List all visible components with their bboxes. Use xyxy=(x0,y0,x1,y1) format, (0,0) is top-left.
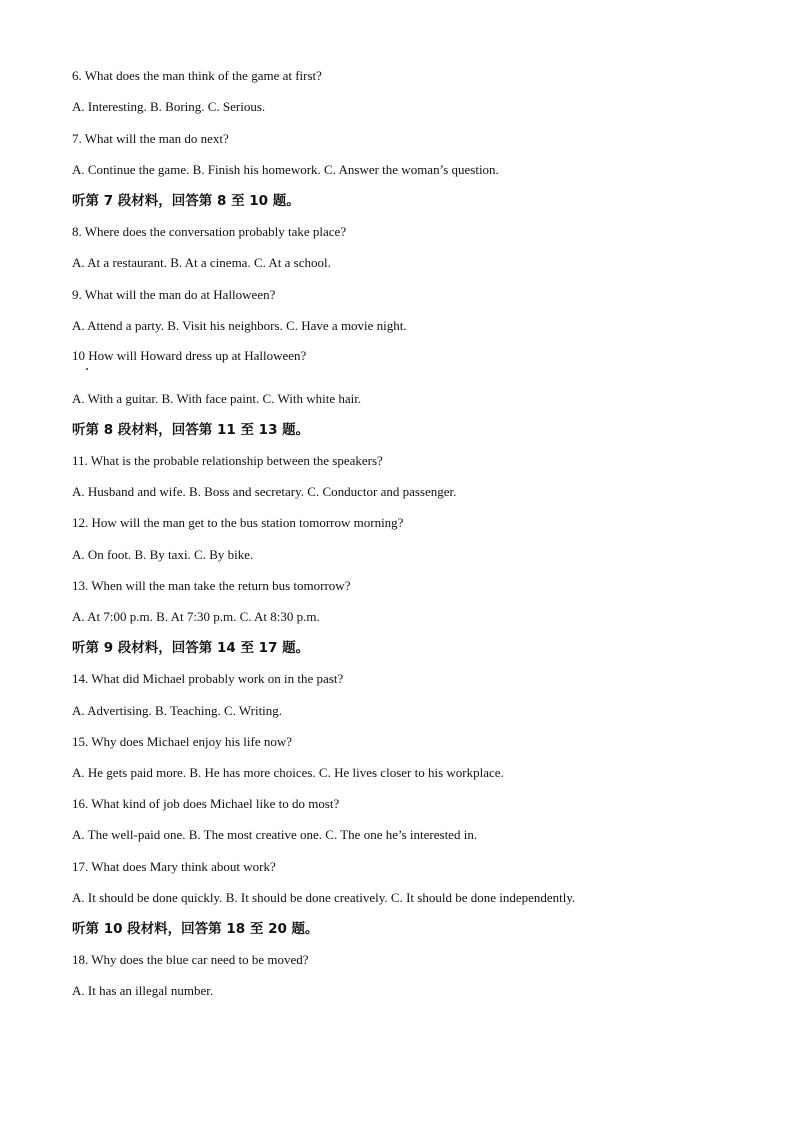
question-12: 12. How will the man get to the bus station tomorrow morning? xyxy=(72,515,404,530)
options-12: A. On foot. B. By taxi. C. By bike. xyxy=(72,547,254,562)
question-14: 14. What did Michael probably work on in the past? xyxy=(72,671,344,686)
question-15: 15. Why does Michael enjoy his life now? xyxy=(72,734,292,749)
options-9: A. Attend a party. B. Visit his neighbors. C. Have a movie night. xyxy=(72,318,407,333)
options-13: A. At 7:00 p.m. B. At 7:30 p.m. C. At 8:30 p.m. xyxy=(72,609,320,624)
section-heading-9: 听第 9 段材料，回答第 14 至 17 题。 xyxy=(72,640,310,656)
options-16: A. The well-paid one. B. The most creative one. C. The one he’s interested in. xyxy=(72,827,478,842)
question-6: 6. What does the man think of the game at first? xyxy=(72,68,322,83)
question-8: 8. Where does the conversation probably take place? xyxy=(72,224,347,239)
stray-dot-mark xyxy=(86,368,88,370)
options-8: A. At a restaurant. B. At a cinema. C. At a school. xyxy=(72,255,331,270)
options-17: A. It should be done quickly. B. It should be done creatively. C. It should be done independently. xyxy=(72,890,576,905)
question-7: 7. What will the man do next? xyxy=(72,131,229,146)
question-9: 9. What will the man do at Halloween? xyxy=(72,287,276,302)
question-16: 16. What kind of job does Michael like to do most? xyxy=(72,796,340,811)
options-14: A. Advertising. B. Teaching. C. Writing. xyxy=(72,703,283,718)
question-11: 11. What is the probable relationship between the speakers? xyxy=(72,453,383,468)
question-18: 18. Why does the blue car need to be moved? xyxy=(72,952,309,967)
question-10: 10 How will Howard dress up at Halloween? xyxy=(72,348,307,363)
options-7: A. Continue the game. B. Finish his homework. C. Answer the woman’s question. xyxy=(72,162,499,177)
options-6: A. Interesting. B. Boring. C. Serious. xyxy=(72,99,266,114)
section-heading-7: 听第 7 段材料，回答第 8 至 10 题。 xyxy=(72,193,300,209)
section-heading-8: 听第 8 段材料，回答第 11 至 13 题。 xyxy=(72,422,310,438)
question-13: 13. When will the man take the return bus tomorrow? xyxy=(72,578,351,593)
options-11: A. Husband and wife. B. Boss and secretary. C. Conductor and passenger. xyxy=(72,484,457,499)
options-15: A. He gets paid more. B. He has more choices. C. He lives closer to his workplace. xyxy=(72,765,504,780)
options-10: A. With a guitar. B. With face paint. C. With white hair. xyxy=(72,391,362,406)
options-18: A. It has an illegal number. xyxy=(72,983,214,998)
section-heading-10: 听第 10 段材料，回答第 18 至 20 题。 xyxy=(72,921,319,937)
question-17: 17. What does Mary think about work? xyxy=(72,859,276,874)
